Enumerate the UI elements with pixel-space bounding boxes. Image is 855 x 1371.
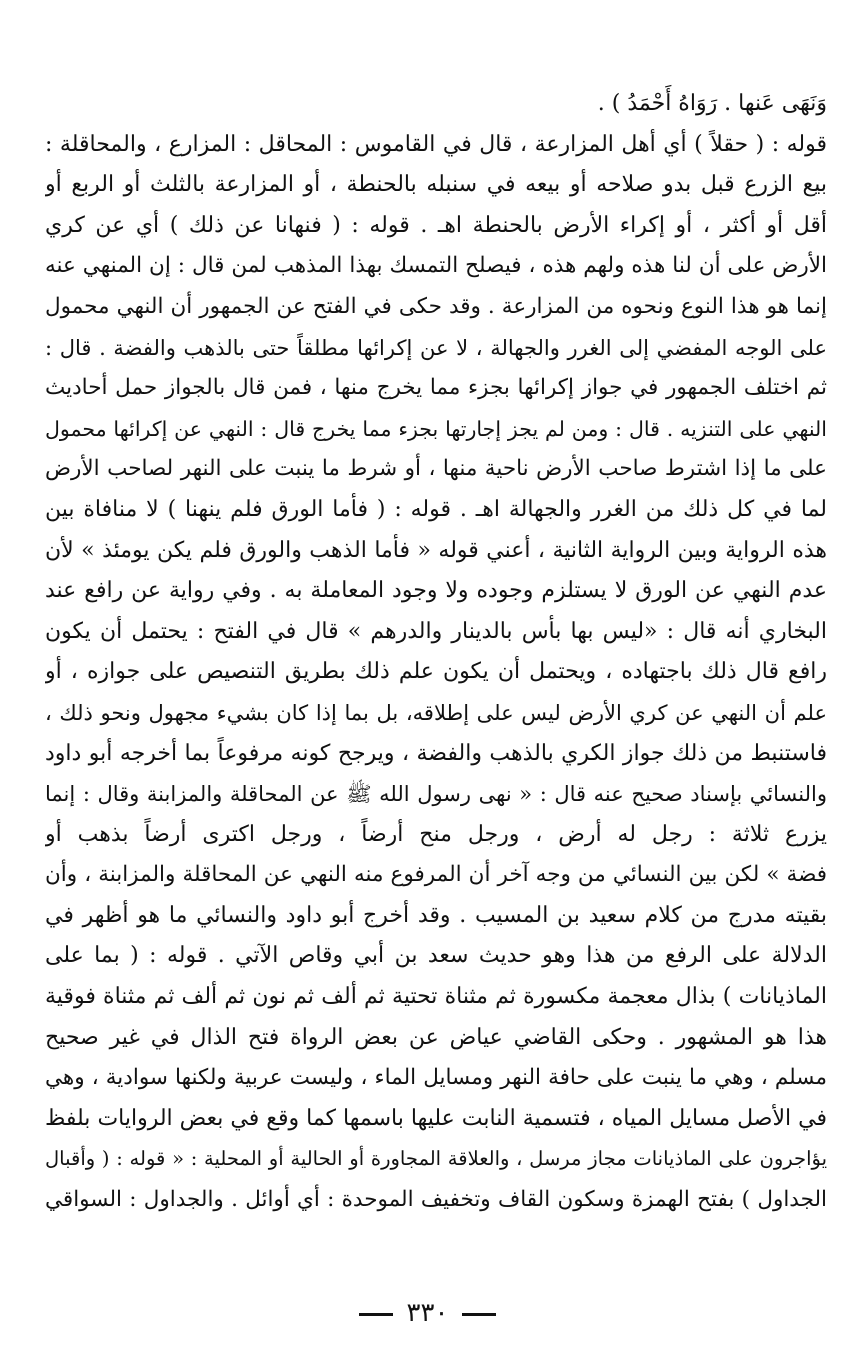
page-number bbox=[0, 1298, 855, 1328]
text-line: الجداول ) بفتح الهمزة وسكون القاف وتخفيف الموحدة : أي أوائل . والجداول : السواقي bbox=[45, 1187, 827, 1213]
text-line: علم أن النهي عن كري الأرض ليس على إطلاقه، بل بما إذا كان بشيء مجهول ونحو ذلك ، bbox=[45, 700, 827, 725]
text-line: بقيته مدرج من كلام سعيد بن المسيب . وقد أخرج أبو داود والنسائي ما هو أظهر في bbox=[45, 902, 827, 928]
text-line: إنما هو هذا النوع ونحوه من المزارعة . وقد حكى في الفتح عن الجمهور أن النهي محمول bbox=[45, 293, 827, 319]
text-line: فاستنبط من ذلك جواز الكري بالذهب والفضة ، ويرجح كونه مرفوعاً بما أخرجه أبو داود bbox=[45, 740, 827, 766]
text-line: رافع قال ذلك باجتهاده ، ويحتمل أن يكون علم ذلك بطريق التنصيص على جوازه ، أو bbox=[45, 659, 827, 685]
body-text bbox=[45, 84, 827, 1221]
text-line: هذه الرواية وبين الرواية الثانية ، أعني قوله « فأما الذهب والورق فلم يكن يومئذ » لأن bbox=[45, 537, 827, 563]
text-line: على ما إذا اشترط صاحب الأرض ناحية منها ، أو شرط ما ينبت على النهر لصاحب الأرض bbox=[45, 456, 827, 482]
text-line: والنسائي بإسناد صحيح عنه قال : « نهى رسول الله ﷺ عن المحاقلة والمزابنة وقال : إنما bbox=[45, 782, 827, 807]
text-line: النهي على التنزيه . قال : ومن لم يجز إجارتها بجزء مما يخرج قال : النهي عن إكرائها محمول bbox=[45, 416, 827, 441]
text-line: مسلم ، وهي ما ينبت على حافة النهر ومسايل الماء ، وليست عربية ولكنها سوادية ، وهي bbox=[45, 1065, 827, 1091]
text-line: بيع الزرع قبل بدو صلاحه أو بيعه في سنبله بالحنطة ، أو المزارعة بالثلث أو الربع أو bbox=[45, 172, 827, 198]
text-line: يؤاجرون على الماذيانات مجاز مرسل ، والعلاقة المجاورة أو الحالية أو المحلية : « قوله : ( وأقبال bbox=[45, 1147, 827, 1171]
page-number-dash bbox=[462, 1313, 496, 1316]
text-line: على الوجه المفضي إلى الغرر والجهالة ، لا عن إكرائها مطلقاً حتى بالذهب والفضة . قال : bbox=[45, 335, 827, 360]
text-line: في الأصل مسايل المياه ، فتسمية النابت عليها باسمها كما وقع في بعض الروايات بلفظ bbox=[45, 1105, 827, 1131]
text-line: عدم النهي عن الورق لا يستلزم وجوده ولا وجود المعاملة به . وفي رواية عن رافع عند bbox=[45, 578, 827, 604]
page-number-dash bbox=[359, 1313, 393, 1316]
text-line: ثم اختلف الجمهور في جواز إكرائها بجزء مما يخرج منها ، فمن قال بالجواز حمل أحاديث bbox=[45, 375, 827, 401]
text-line: الأرض على أن لنا هذه ولهم هذه ، فيصلح التمسك بهذا المذهب لمن قال : إن المنهي عنه bbox=[45, 253, 827, 279]
text-line: الدلالة على الرفع من هذا وهو حديث سعد بن أبي وقاص الآتي . قوله : ( بما على bbox=[45, 943, 827, 969]
text-line: لما في كل ذلك من الغرر والجهالة اهـ . قوله : ( فأما الورق فلم ينهنا ) لا منافاة بين bbox=[45, 496, 827, 522]
text-line: هذا هو المشهور . وحكى القاضي عياض عن بعض الرواة فتح الذال في غير صحيح bbox=[45, 1024, 827, 1050]
text-line: البخاري أنه قال : «ليس بها بأس بالدينار والدرهم » قال في الفتح : يحتمل أن يكون bbox=[45, 618, 827, 644]
page-number-value: ٣٣٠ bbox=[406, 1298, 449, 1328]
text-line: فضة » لكن بين النسائي من وجه آخر أن المرفوع منه النهي عن المحاقلة والمزابنة ، وأن bbox=[45, 862, 827, 888]
text-line: أقل أو أكثر ، أو إكراء الأرض بالحنطة اهـ . قوله : ( فنهانا عن ذلك ) أي عن كري bbox=[45, 212, 827, 238]
text-line: يزرع ثلاثة : رجل له أرض ، ورجل منح أرضاً ، ورجل اكترى أرضاً بذهب أو bbox=[45, 821, 827, 847]
text-line: الماذيانات ) بذال معجمة مكسورة ثم مثناة تحتية ثم ألف ثم نون ثم ألف ثم مثناة فوقية bbox=[45, 984, 827, 1010]
text-line: قوله : ( حقلاً ) أي أهل المزارعة ، قال في القاموس : المحاقل : المزارع ، والمحاقلة : bbox=[45, 131, 827, 157]
text-line: وَنَهَى عَنها . رَوَاهُ أَحْمَدُ ) . bbox=[597, 91, 827, 116]
